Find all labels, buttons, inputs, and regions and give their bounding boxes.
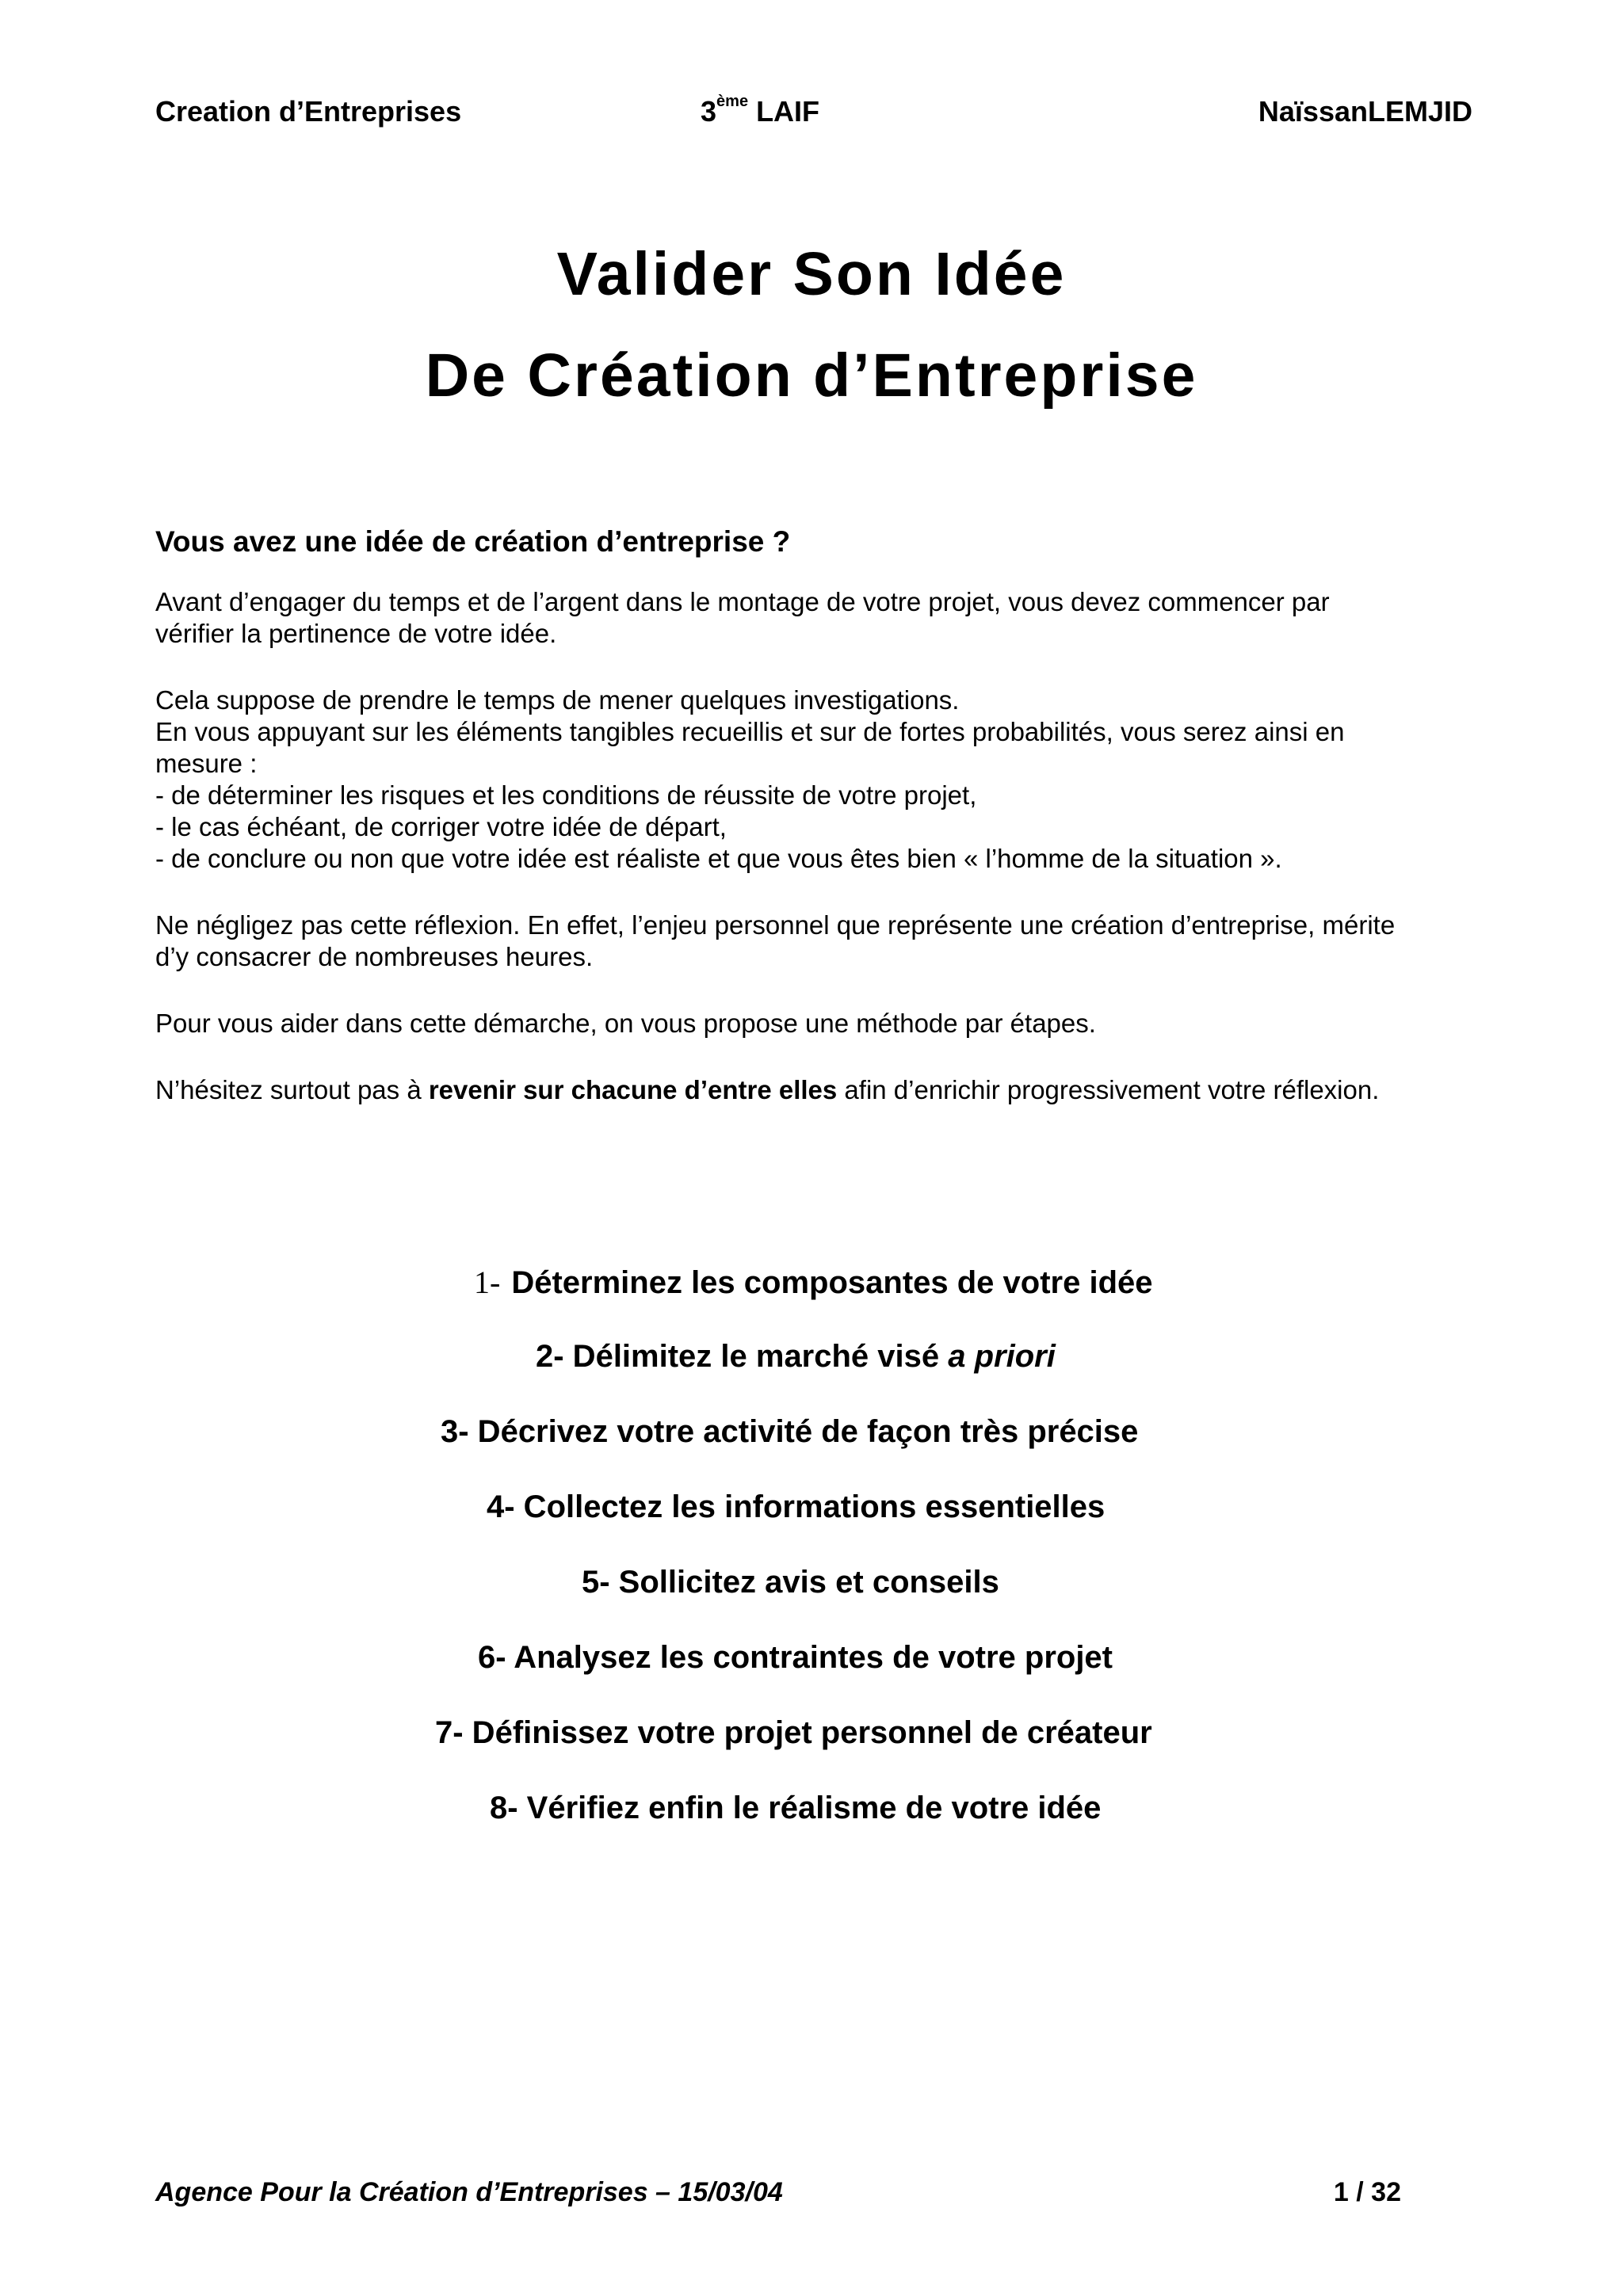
header-class-sup: ème (716, 93, 749, 110)
step-7: 7- Définissez votre projet personnel de créateur (435, 1715, 1152, 1750)
header-class-num: 3 (701, 95, 717, 128)
header-class-level (701, 95, 819, 128)
step-1-number: 1- (474, 1264, 501, 1300)
title-line-1: Valider Son Idée (556, 240, 1067, 308)
list-item: - de déterminer les risques et les conditions de réussite de votre projet, (155, 780, 977, 810)
step-6: 6- Analysez les contraintes de votre projet (478, 1640, 1113, 1675)
header-author: NaïssanLEMJID (1258, 95, 1472, 128)
paragraph-line: vérifier la pertinence de votre idée. (155, 619, 557, 648)
step-2 (536, 1339, 1056, 1375)
intro-section (155, 526, 1487, 1141)
intro-paragraph-2 (155, 685, 1487, 875)
list-item: - de conclure ou non que votre idée est réaliste et que vous êtes bien « l’homme de la situation ». (155, 844, 1282, 873)
step-2-italic: a priori (948, 1339, 1056, 1374)
intro-paragraph-1 (155, 586, 1487, 650)
paragraph-line: mesure : (155, 749, 258, 778)
page-number: 1 / 32 (1333, 2177, 1401, 2207)
step-4: 4- Collectez les informations essentielles (487, 1489, 1106, 1524)
step-5: 5- Sollicitez avis et conseils (582, 1565, 999, 1600)
header-class-text: LAIF (748, 95, 820, 128)
paragraph-line: Ne négligez pas cette réflexion. En effet, l’enjeu personnel que représente une création d’entreprise, mérite (155, 910, 1396, 940)
paragraph-line: En vous appuyant sur les éléments tangibles recueillis et sur de fortes probabilités, vous serez ainsi en (155, 717, 1345, 746)
intro-paragraph-4: Pour vous aider dans cette démarche, on vous propose une méthode par étapes. (155, 1009, 1096, 1038)
document-title (0, 223, 1623, 426)
step-1-text: Déterminez les composantes de votre idée (511, 1265, 1153, 1300)
intro-paragraph-3 (155, 910, 1487, 973)
intro-question: Vous avez une idée de création d’entreprise ? (155, 525, 791, 558)
footer-source: Agence Pour la Création d’Entreprises – 15/03/04 (155, 2177, 783, 2207)
paragraph-line: d’y consacrer de nombreuses heures. (155, 942, 594, 971)
page-header (155, 95, 1472, 135)
paragraph-line: Cela suppose de prendre le temps de mener quelques investigations. (155, 685, 960, 715)
step-2-text: 2- Délimitez le marché visé (536, 1339, 949, 1374)
para5-pre: N’hésitez surtout pas à (155, 1075, 429, 1104)
header-course-title: Creation d’Entreprises (155, 95, 462, 128)
para5-post: afin d’enrichir progressivement votre réflexion. (837, 1075, 1380, 1104)
intro-paragraph-5 (155, 1074, 1487, 1106)
step-3: 3- Décrivez votre activité de façon très précise (441, 1414, 1139, 1449)
paragraph-line: Avant d’engager du temps et de l’argent dans le montage de votre projet, vous devez commencer par (155, 587, 1330, 616)
step-8: 8- Vérifiez enfin le réalisme de votre idée (490, 1791, 1102, 1825)
title-line-2: De Création d’Entreprise (425, 341, 1198, 410)
para5-bold: revenir sur chacune d’entre elles (428, 1075, 838, 1104)
step-1 (474, 1264, 1153, 1301)
list-item: - le cas échéant, de corriger votre idée de départ, (155, 812, 727, 841)
